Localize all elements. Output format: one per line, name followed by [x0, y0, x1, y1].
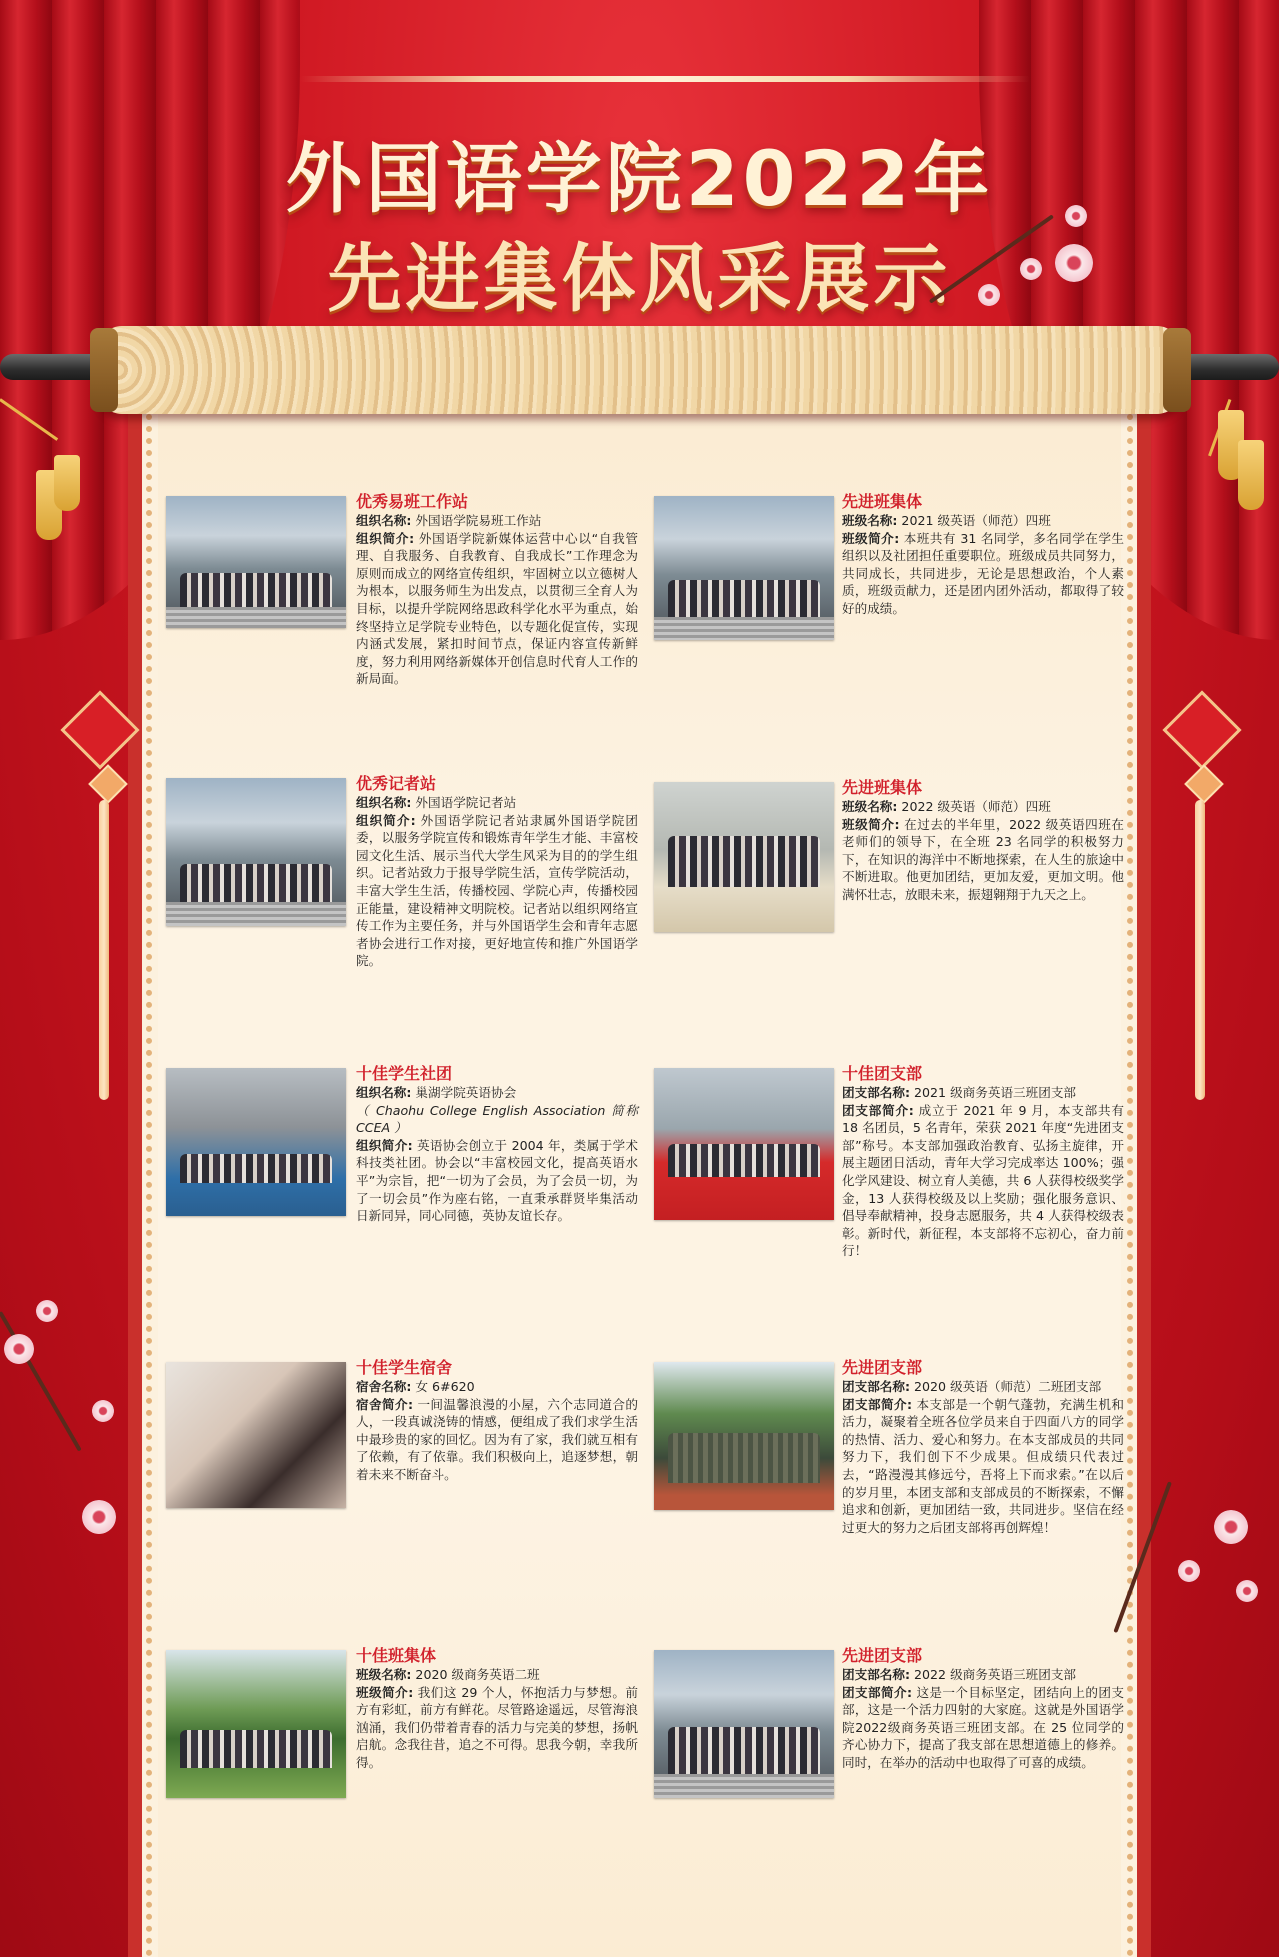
tassel-left-icon: [54, 455, 80, 511]
entry-field-label: 组织名称:: [356, 1085, 412, 1100]
entry-field-text: 这是一个目标坚定，团结向上的团支部，这是一个活力四射的大家庭。这就是外国语学院2022级商务英语三班团支部。在 25 位同学的齐心协力下，提高了我支部在思想道德上的修养。同时，在举办的活动中也取得了可喜的成绩。: [842, 1684, 1124, 1770]
entry-field-label: 班级简介:: [842, 816, 900, 832]
title-top-rule: [300, 76, 1030, 82]
entry-field-text: 2022 级英语（师范）四班: [897, 799, 1051, 814]
entry-card: [654, 1646, 1124, 1850]
entry-field-label: 组织简介:: [356, 530, 415, 546]
group-photo: [166, 778, 346, 926]
entry-field-text: 2021 级商务英语三班团支部: [910, 1085, 1077, 1100]
entry-field-label: 团支部简介:: [842, 1684, 913, 1700]
entry-field-label: 团支部简介:: [842, 1396, 913, 1412]
entry-heading: 十佳团支部: [842, 1064, 923, 1083]
plum-blossom-icon: [82, 1500, 116, 1534]
plum-blossom-icon: [1020, 258, 1042, 280]
plum-blossom-icon: [1236, 1580, 1258, 1602]
entry-field-label: 班级名称:: [842, 513, 898, 528]
entry-heading: 优秀易班工作站: [356, 492, 469, 511]
entry-field-text: 外国语学院新媒体运营中心以“自我管理、自我服务、自我教育、自我成长”工作理念为原则而成立的网络宣传组织，牢固树立以立德树人为根本，以服务师生为出发点，以贯彻三全育人为目标，以提升学院网络思政科学化水平为重点，始终坚持立足学院专业特色，以专题化促宣传，实现内涵式发展，紧扣时间节点，保证内容宣传新鲜度，努力利用网络新媒体开创信息时代育人工作的新局面。: [356, 530, 638, 687]
group-photo: [166, 1068, 346, 1216]
entry-field-label: 组织简介:: [356, 812, 416, 828]
entry-field-text: 我们这 29 个人，怀抱活力与梦想。前方有彩虹，前方有鲜花。尽管路途遥远，尽管海浪汹涌，我们仍带着青春的活力与完美的梦想，扬帆启航。念我往昔，追之不可得。思我今朝，幸我所得。: [356, 1684, 638, 1770]
entry-field-text: （ Chaohu College English Association 简称 CCEA ）: [356, 1102, 638, 1136]
entry-card: [166, 1646, 638, 1850]
tassel-right-icon: [1238, 440, 1264, 510]
plum-blossom-icon: [92, 1400, 114, 1422]
scroll-roll-top: [98, 326, 1181, 414]
group-photo: [654, 782, 834, 932]
entry-field-text: 外国语学院记者站: [411, 795, 517, 810]
plum-blossom-icon: [1055, 244, 1093, 282]
entry-field-text: 女 6#620: [411, 1379, 475, 1394]
entry-card: [166, 492, 638, 696]
group-photo: [166, 1650, 346, 1798]
entry-field-label: 班级简介:: [356, 1684, 414, 1700]
entry-card: [166, 1064, 638, 1268]
entry-field-label: 班级名称:: [842, 799, 898, 814]
scroll-cap-right: [1163, 328, 1191, 412]
entry-field-label: 团支部简介:: [842, 1102, 914, 1118]
title-line-2: 先进集体风采展示: [327, 236, 952, 322]
entry-field-text: 英语协会创立于 2004 年，类属于学术科技类社团。协会以“丰富校园文化，提高英语水平”为宗旨，把“一切为了会员，为了会员一切，为了一切会员”作为座右铭，一直秉承群贤毕集活动日新同异，同心同德，英协友谊长存。: [356, 1137, 638, 1224]
group-photo: [166, 496, 346, 628]
entry-field-text: 外国语学院记者站隶属外国语学院团委，以服务学院宣传和锻炼青年学生才能、丰富校园文化生活、展示当代大学生风采为目的的学生组织。记者站致力于报导学院生活，宣传学院活动，丰富大学生生活，传播校园、学院心声，传播校园正能量，建设精神文明院校。记者站以组织网络宣传工作为主要任务，并与外国语学生会和青年志愿者协会进行工作对接，更好地宣传和推广外国语学院。: [356, 812, 638, 969]
entry-field-label: 组织名称:: [356, 795, 412, 810]
entry-field-text: 在过去的半年里，2022 级英语四班在老师们的领导下，在全班 23 名同学的积极努力下，在知识的海洋中不断地探索，在人生的旅途中不断进取。他更加团结，更加友爱，更加文明。他满怀壮志，放眼未来，振翅翱翔于九天之上。: [842, 816, 1124, 902]
entry-field-text: 2020 级英语（师范）二班团支部: [910, 1379, 1102, 1394]
plum-blossom-icon: [978, 284, 1000, 306]
entry-field-text: 2022 级商务英语三班团支部: [910, 1667, 1077, 1682]
entry-field-text: 巢湖学院英语协会: [411, 1085, 517, 1100]
group-photo: [166, 1362, 346, 1508]
entry-card: [654, 1358, 1124, 1562]
entry-heading: 十佳学生社团: [356, 1064, 453, 1083]
entry-field-label: 班级简介:: [842, 530, 900, 546]
group-photo: [654, 1362, 834, 1510]
entry-heading: 优秀记者站: [356, 774, 437, 793]
entry-heading: 十佳学生宿舍: [356, 1358, 453, 1377]
entry-field-label: 组织名称:: [356, 513, 412, 528]
entry-card: [654, 1064, 1124, 1268]
pillar-right: [1195, 800, 1205, 1100]
entry-field-label: 班级名称:: [356, 1667, 412, 1682]
scroll-cap-left: [90, 328, 118, 412]
entry-field-text: 2020 级商务英语二班: [411, 1667, 540, 1682]
entry-field-text: 2021 级英语（师范）四班: [897, 513, 1051, 528]
entry-heading: 先进班集体: [842, 778, 923, 797]
plum-blossom-icon: [36, 1300, 58, 1322]
entry-card: [654, 492, 1124, 696]
entry-card: [166, 774, 638, 978]
entry-card: [654, 778, 1124, 982]
title-line-1: 外国语学院2022年: [285, 134, 994, 223]
plum-blossom-icon: [1214, 1510, 1248, 1544]
pillar-left: [99, 800, 109, 1100]
plum-blossom-icon: [1065, 205, 1087, 227]
entry-heading: 先进团支部: [842, 1358, 923, 1377]
entry-field-text: 本支部是一个朝气蓬勃，充满生机和活力，凝聚着全班各位学员来自于四面八方的同学的热情、活力、爱心和努力。在本支部成员的共同努力下，我们创下不少成果。但成绩只代表过去，“路漫漫其修远兮，吾将上下而求索。”在以后的岁月里，本团支部和支部成员的不断探索，不懈追求和创新，更加团结一致，共同进步。坚信在经过更大的努力之后团支部将再创辉煌！: [842, 1396, 1124, 1535]
entry-heading: 先进团支部: [842, 1646, 923, 1665]
entry-field-label: 组织简介:: [356, 1137, 413, 1153]
entry-heading: 先进班集体: [842, 492, 923, 511]
entry-field-label: 团支部名称:: [842, 1085, 911, 1100]
entry-card: [166, 1358, 638, 1562]
entry-field-label: 宿舍名称:: [356, 1379, 412, 1394]
entry-field-text: 外国语学院易班工作站: [411, 513, 542, 528]
entry-field-label: 团支部名称:: [842, 1379, 911, 1394]
group-photo: [654, 496, 834, 640]
entry-field-text: 成立于 2021 年 9 月，本支部共有 18 名团员，5 名青年，荣获 2021 年度“先进团支部”称号。本支部加强政治教育、弘扬主旋律，开展主题团日活动，青年大学习完成率达 100%；强化学风建设、树立育人美德，共 6 人获得校级奖学金，13 人获得校级及以上奖励；强化服务意识、倡导奉献精神，投身志愿服务，共 4 人获得校级表彰。新时代，新征程，本支部将不忘初心，奋力前行！: [842, 1102, 1124, 1259]
entry-heading: 十佳班集体: [356, 1646, 437, 1665]
plum-blossom-icon: [1178, 1560, 1200, 1582]
entry-field-text: 一间温馨浪漫的小屋，六个志同道合的人，一段真诚浇铸的情感，便组成了我们求学生活中最珍贵的家的回忆。因为有了家，我们就互相有了依赖，有了依靠。我们积极向上，追逐梦想，朝着未来不断奋斗。: [356, 1396, 638, 1482]
entry-field-text: 本班共有 31 名同学，多名同学在学生组织以及社团担任重要职位。班级成员共同努力，共同成长，共同进步，无论是思想政治，个人素质，班级贡献力，还是团内团外活动，都取得了较好的成绩。: [842, 530, 1124, 616]
entry-field-label: 团支部名称:: [842, 1667, 911, 1682]
group-photo: [654, 1068, 834, 1220]
entry-field-label: 宿舍简介:: [356, 1396, 414, 1412]
plum-blossom-icon: [4, 1334, 34, 1364]
group-photo: [654, 1650, 834, 1798]
